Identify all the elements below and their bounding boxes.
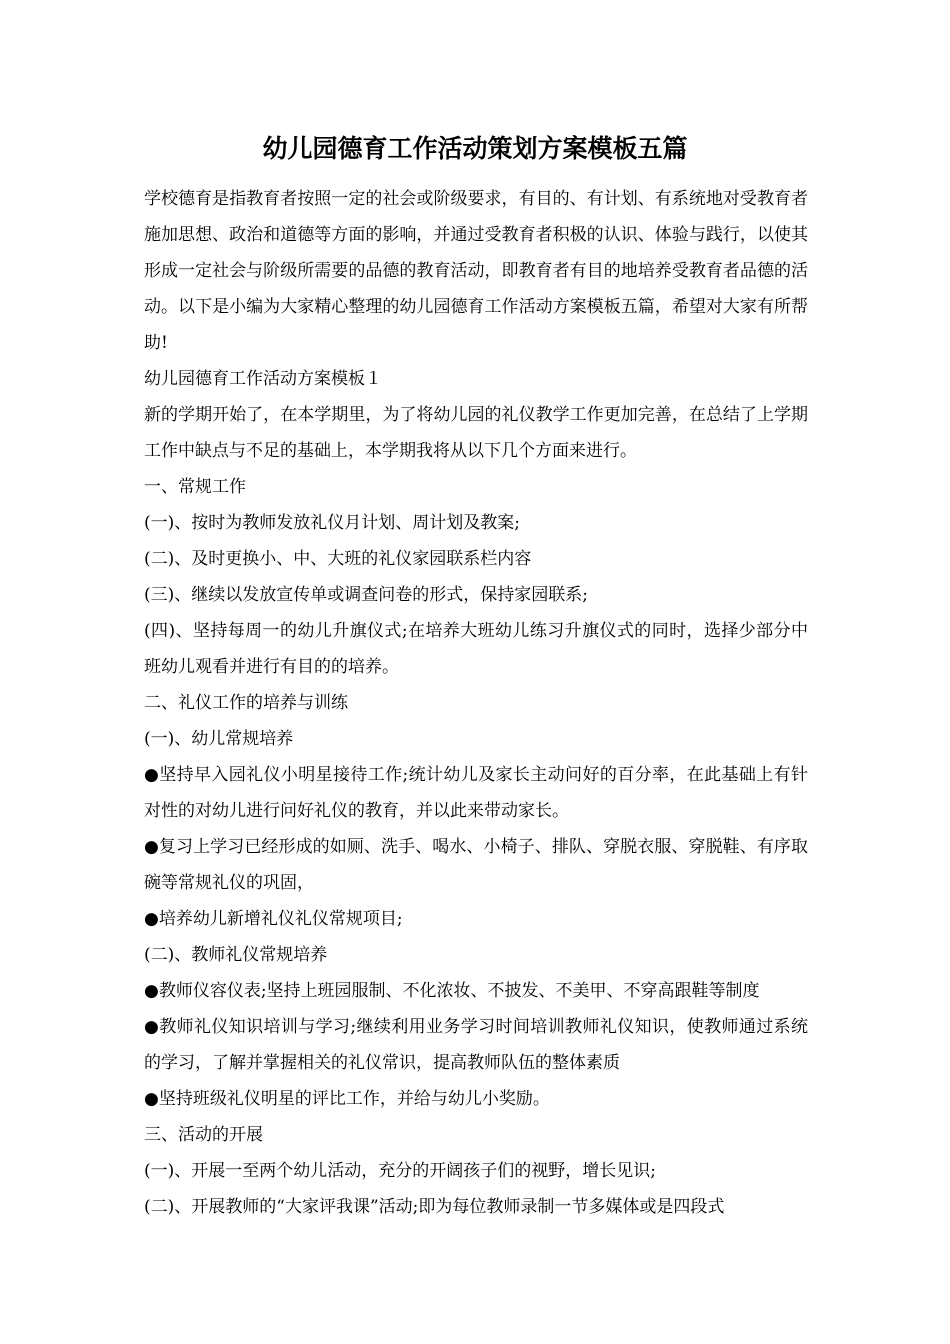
list-item: (四)、坚持每周一的幼儿升旗仪式;在培养大班幼儿练习升旗仪式的同时，选择少部分中班幼儿观看并进行有目的的培养。: [144, 621, 808, 677]
heading-etiquette-training: 二、礼仪工作的培养与训练: [144, 693, 348, 713]
list-item: (三)、继续以发放宣传单或调查问卷的形式，保持家园联系;: [144, 585, 588, 605]
document-body: [144, 181, 808, 1225]
list-item: (一)、按时为教师发放礼仪月计划、周计划及教案;: [144, 513, 520, 533]
heading-routine-work: 一、常规工作: [144, 477, 246, 497]
bullet-item: ●坚持班级礼仪明星的评比工作，并给与幼儿小奖励。: [144, 1089, 550, 1109]
paragraph-intro: 学校德育是指教育者按照一定的社会或阶级要求，有目的、有计划、有系统地对受教育者施加思想、政治和道德等方面的影响，并通过受教育者积极的认识、体验与践行，以使其形成一定社会与阶级所需要的品德的教育活动，即教育者有目的地培养受教育者品德的活动。以下是小编为大家精心整理的幼儿园德育工作活动方案模板五篇，希望对大家有所帮助!: [144, 189, 808, 353]
list-item: (二)、开展教师的“大家评我课”活动;即为每位教师录制一节多媒体或是四段式: [144, 1197, 725, 1217]
bullet-item: ●教师仪容仪表;坚持上班园服制、不化浓妆、不披发、不美甲、不穿高跟鞋等制度: [144, 981, 760, 1001]
list-item: (二)、及时更换小、中、大班的礼仪家园联系栏内容: [144, 549, 532, 569]
subheading-teacher-routine: (二)、教师礼仪常规培养: [144, 945, 328, 965]
document-title: 幼儿园德育工作活动策划方案模板五篇: [262, 134, 688, 163]
paragraph-semester-start: 新的学期开始了，在本学期里，为了将幼儿园的礼仪教学工作更加完善，在总结了上学期工作中缺点与不足的基础上，本学期我将从以下几个方面来进行。: [144, 405, 808, 461]
bullet-item: ●教师礼仪知识培训与学习;继续利用业务学习时间培训教师礼仪知识，使教师通过系统的学习，了解并掌握相关的礼仪常识，提高教师队伍的整体素质: [144, 1017, 808, 1073]
heading-activities: 三、活动的开展: [144, 1125, 263, 1145]
subheading-child-routine: (一)、幼儿常规培养: [144, 729, 294, 749]
bullet-item: ●培养幼儿新增礼仪礼仪常规项目;: [144, 909, 403, 929]
bullet-item: ●复习上学习已经形成的如厕、洗手、喝水、小椅子、排队、穿脱衣服、穿脱鞋、有序取碗等常规礼仪的巩固，: [144, 837, 808, 893]
list-item: (一)、开展一至两个幼儿活动，充分的开阔孩子们的视野，增长见识;: [144, 1161, 656, 1181]
section-heading-template-1: 幼儿园德育工作活动方案模板１: [144, 369, 382, 389]
bullet-item: ●坚持早入园礼仪小明星接待工作;统计幼儿及家长主动问好的百分率，在此基础上有针对性的对幼儿进行问好礼仪的教育，并以此来带动家长。: [144, 765, 808, 821]
